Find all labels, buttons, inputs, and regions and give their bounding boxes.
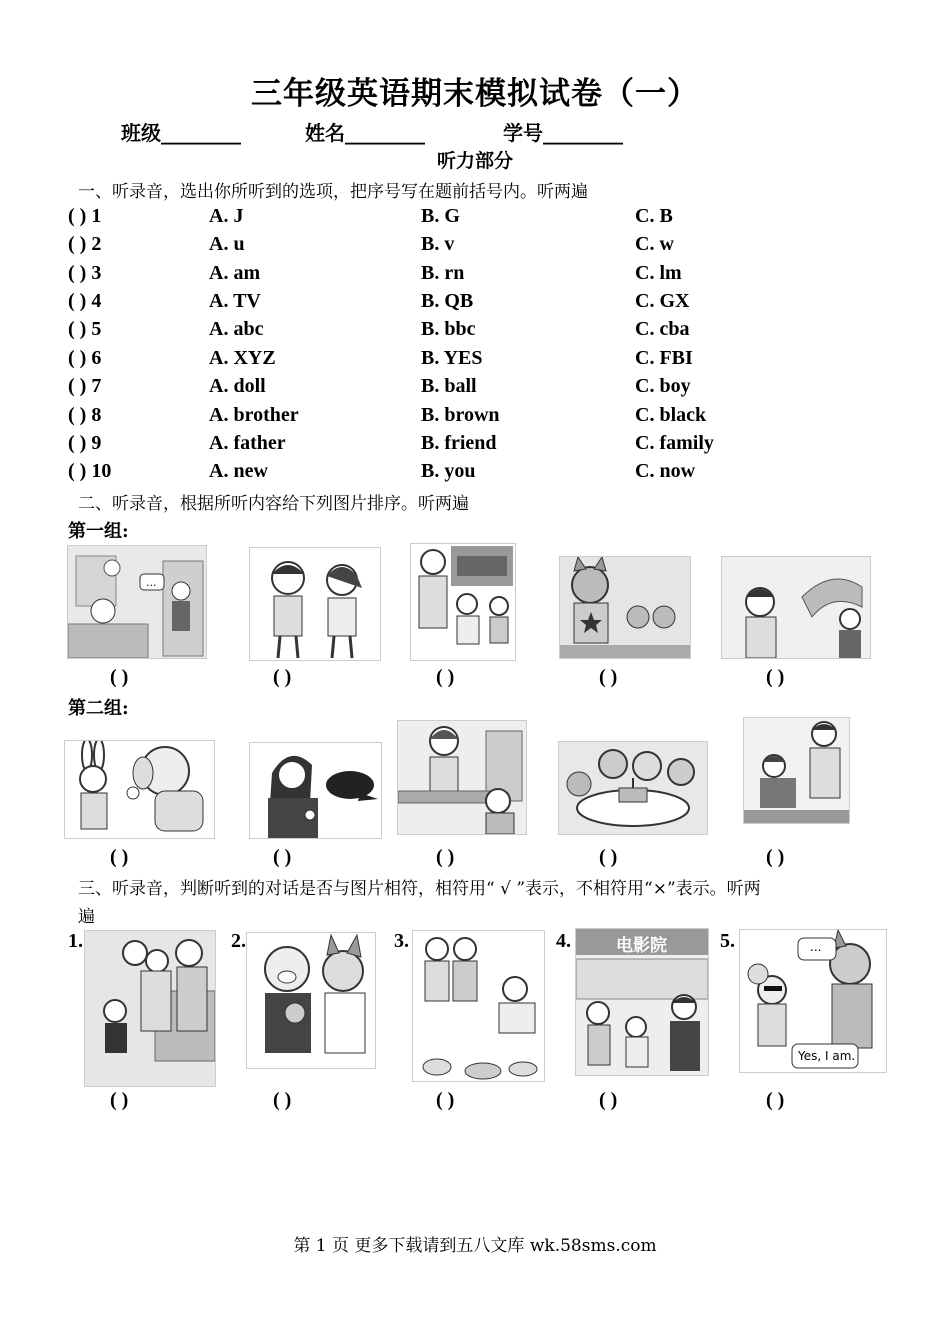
group1-picture-1 <box>67 545 207 659</box>
option-a: A. TV <box>209 290 261 312</box>
id-field: 学号________ <box>503 121 623 145</box>
speech-bubble-text: ... <box>146 576 157 589</box>
answer-bracket[interactable]: ( ) <box>110 666 129 688</box>
option-b: B. bbc <box>421 318 476 340</box>
group2-picture-3 <box>397 720 527 835</box>
answer-bracket[interactable]: ( ) <box>766 1089 785 1111</box>
question-row <box>68 205 868 233</box>
option-b: B. brown <box>421 404 500 426</box>
class-field: 班级________ <box>121 121 241 145</box>
group1-picture-3 <box>410 543 516 661</box>
question-bracket: ( ) 4 <box>68 290 102 312</box>
answer-bracket[interactable]: ( ) <box>599 666 618 688</box>
group1-picture-4 <box>559 556 691 659</box>
page-title: 三年级英语期末模拟试卷（一） <box>251 76 699 112</box>
question-bracket: ( ) 7 <box>68 375 102 397</box>
answer-bracket[interactable]: ( ) <box>766 846 785 868</box>
answer-bracket[interactable]: ( ) <box>110 1089 129 1111</box>
speech-bubble-text: ... <box>810 940 822 954</box>
option-c: C. boy <box>635 375 691 397</box>
option-a: A. brother <box>209 404 299 426</box>
question-row <box>68 318 868 346</box>
option-b: B. friend <box>421 432 497 454</box>
option-b: B. QB <box>421 290 474 312</box>
cinema-sign: 电影院 <box>616 936 667 956</box>
item-number: 5. <box>720 930 735 952</box>
name-field: 姓名________ <box>305 121 425 145</box>
question-bracket: ( ) 3 <box>68 262 102 284</box>
item-number: 4. <box>556 930 571 952</box>
part2-instruction: 二、听录音，根据所听内容给下列图片排序。听两遍 <box>78 494 469 514</box>
item-number: 2. <box>231 930 246 952</box>
part3-instruction-continued: 遍 <box>78 907 95 927</box>
option-a: A. XYZ <box>209 347 276 369</box>
item-number: 3. <box>394 930 409 952</box>
option-a: A. new <box>209 460 268 482</box>
question-row <box>68 290 868 318</box>
question-row <box>68 262 868 290</box>
answer-bracket[interactable]: ( ) <box>599 846 618 868</box>
question-row <box>68 432 868 460</box>
question-bracket: ( ) 10 <box>68 460 112 482</box>
group2-label: 第二组: <box>68 698 129 719</box>
group2-picture-2 <box>249 742 382 839</box>
question-row <box>68 375 868 403</box>
option-b: B. G <box>421 205 460 227</box>
option-a: A. am <box>209 262 261 284</box>
option-b: B. ball <box>421 375 477 397</box>
answer-bracket[interactable]: ( ) <box>766 666 785 688</box>
option-c: C. cba <box>635 318 690 340</box>
part3-picture-3 <box>412 930 545 1082</box>
part3-picture-2 <box>246 932 376 1069</box>
answer-bracket[interactable]: ( ) <box>599 1089 618 1111</box>
answer-bracket[interactable]: ( ) <box>436 666 455 688</box>
option-a: A. father <box>209 432 286 454</box>
option-b: B. YES <box>421 347 483 369</box>
part3-instruction: 三、听录音，判断听到的对话是否与图片相符，相符用“ √ ”表示，不相符用“×”表示。听两 <box>78 879 761 899</box>
part3-picture-1 <box>84 930 216 1087</box>
option-c: C. B <box>635 205 673 227</box>
group1-picture-2 <box>249 547 381 661</box>
speech-text: Yes, I am. <box>798 1049 856 1063</box>
group2-picture-5 <box>743 717 850 824</box>
question-bracket: ( ) 9 <box>68 432 102 454</box>
question-bracket: ( ) 2 <box>68 233 102 255</box>
group2-picture-1 <box>64 740 215 839</box>
question-bracket: ( ) 5 <box>68 318 102 340</box>
group2-picture-4 <box>558 741 708 835</box>
option-a: A. doll <box>209 375 266 397</box>
option-b: B. v <box>421 233 455 255</box>
answer-bracket[interactable]: ( ) <box>436 846 455 868</box>
page-footer: 第 1 页 更多下载请到五八文库 wk.58sms.com <box>293 1236 657 1256</box>
item-number: 1. <box>68 930 83 952</box>
part3-picture-5 <box>739 929 887 1073</box>
option-c: C. FBI <box>635 347 693 369</box>
question-row <box>68 404 868 432</box>
answer-bracket[interactable]: ( ) <box>110 846 129 868</box>
option-c: C. lm <box>635 262 682 284</box>
question-bracket: ( ) 1 <box>68 205 102 227</box>
answer-bracket[interactable]: ( ) <box>273 1089 292 1111</box>
option-a: A. u <box>209 233 245 255</box>
part3-picture-4 <box>575 928 709 1076</box>
group1-label: 第一组: <box>68 521 129 542</box>
option-a: A. J <box>209 205 244 227</box>
part1-instruction: 一、听录音，选出你所听到的选项，把序号写在题前括号内。听两遍 <box>78 182 588 202</box>
section-title: 听力部分 <box>436 150 513 172</box>
question-bracket: ( ) 8 <box>68 404 102 426</box>
question-row <box>68 233 868 261</box>
question-bracket: ( ) 6 <box>68 347 102 369</box>
option-c: C. w <box>635 233 674 255</box>
answer-bracket[interactable]: ( ) <box>273 846 292 868</box>
option-c: C. family <box>635 432 714 454</box>
question-row <box>68 460 868 488</box>
option-c: C. black <box>635 404 707 426</box>
option-b: B. rn <box>421 262 465 284</box>
answer-bracket[interactable]: ( ) <box>436 1089 455 1111</box>
option-a: A. abc <box>209 318 264 340</box>
question-row <box>68 347 868 375</box>
option-c: C. now <box>635 460 696 482</box>
answer-bracket[interactable]: ( ) <box>273 666 292 688</box>
option-b: B. you <box>421 460 476 482</box>
option-c: C. GX <box>635 290 690 312</box>
group1-picture-5 <box>721 556 871 659</box>
